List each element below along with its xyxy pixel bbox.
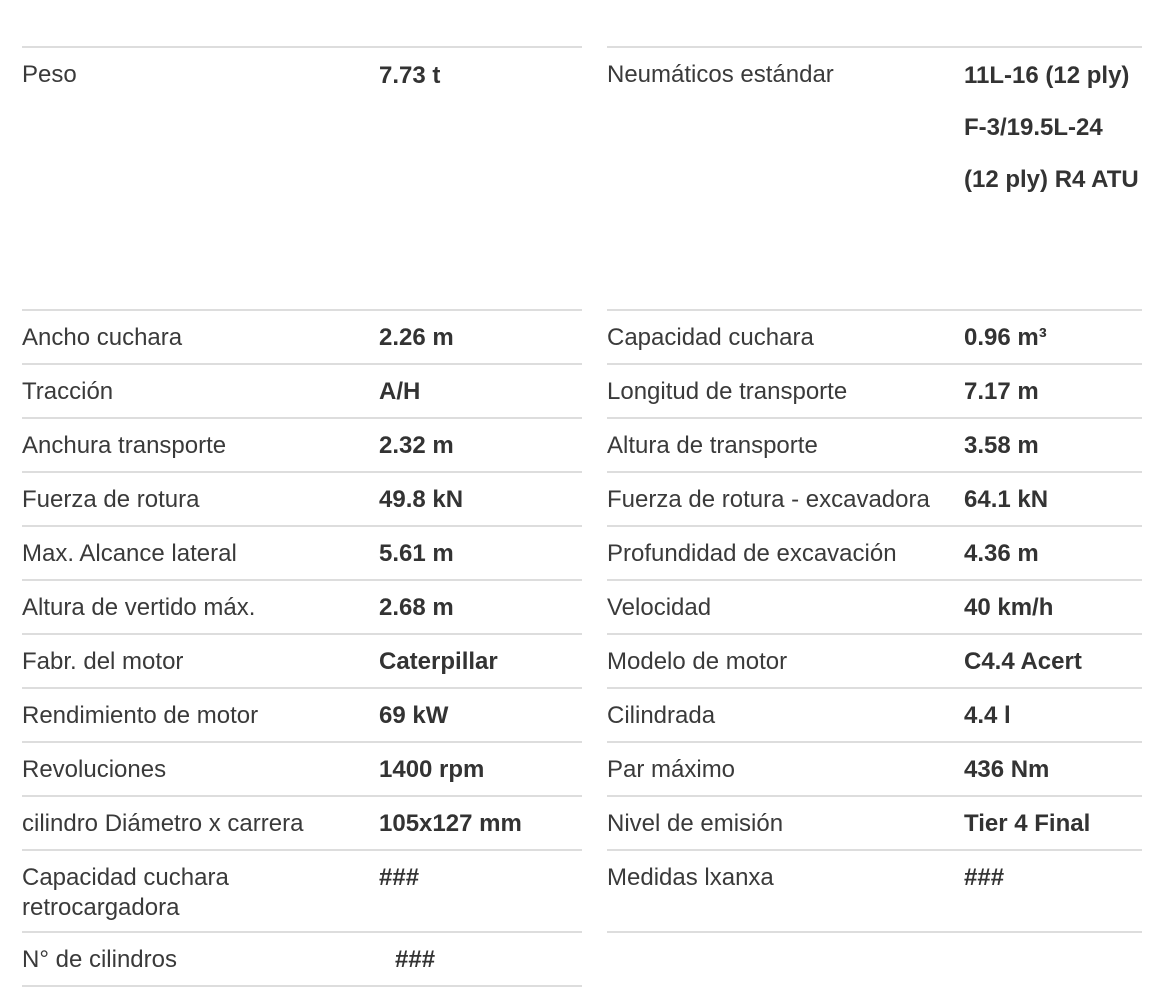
spec-value: 64.1 kN: [964, 486, 1049, 513]
spec-label: Longitud de transporte: [607, 378, 848, 405]
spec-value: 49.8 kN: [379, 486, 464, 513]
spec-label: Profundidad de excavación: [607, 540, 897, 567]
spec-row-ancho-cuchara: [22, 309, 582, 363]
spec-row-revoluciones: [22, 741, 582, 795]
spec-value: 40 km/h: [964, 594, 1054, 621]
spec-label: Ancho cuchara: [22, 324, 183, 351]
spec-row-modelo-motor: [607, 633, 1142, 687]
spec-label: Cilindrada: [607, 702, 716, 729]
spec-label: Max. Alcance lateral: [22, 540, 237, 567]
spec-value: ###: [964, 864, 1005, 891]
spec-row-fuerza-rotura-excavadora: [607, 471, 1142, 525]
spec-value: 105x127 mm: [379, 810, 522, 837]
spec-label: Neumáticos estándar: [607, 61, 834, 88]
spec-row-traccion: [22, 363, 582, 417]
spec-label: Fuerza de rotura: [22, 486, 200, 513]
spec-label: Capacidad cuchara: [607, 324, 814, 351]
spec-value: 4.36 m: [964, 540, 1039, 567]
spec-row-alcance-lateral: [22, 525, 582, 579]
spec-row-medidas: [607, 849, 1142, 931]
spec-label: Nivel de emisión: [607, 810, 784, 837]
spec-value: 3.58 m: [964, 432, 1039, 459]
spec-row-rendimiento-motor: [22, 687, 582, 741]
spec-value: 7.73 t: [379, 62, 441, 89]
spec-label: Tracción: [22, 378, 114, 405]
spec-label: Modelo de motor: [607, 648, 788, 675]
spec-row-peso: [22, 46, 582, 309]
spec-label: Capacidad cuchara retrocargadora: [22, 864, 229, 921]
spec-row-profundidad-excavacion: [607, 525, 1142, 579]
left-spec-table: [22, 46, 582, 987]
spec-value: 436 Nm: [964, 756, 1050, 783]
spec-label: Altura de vertido máx.: [22, 594, 256, 621]
spec-row-nivel-emision: [607, 795, 1142, 849]
spec-row-altura-vertido: [22, 579, 582, 633]
spec-row-fuerza-rotura: [22, 471, 582, 525]
spec-value: Tier 4 Final: [964, 810, 1091, 837]
spec-row-longitud-transporte: [607, 363, 1142, 417]
spec-value: C4.4 Acert: [964, 648, 1082, 675]
spec-value: 2.26 m: [379, 324, 454, 351]
spec-label: Par máximo: [607, 756, 736, 783]
spec-label: Fabr. del motor: [22, 648, 184, 675]
spec-label: Anchura transporte: [22, 432, 227, 459]
spec-label: Altura de transporte: [607, 432, 818, 459]
spec-row-par-maximo: [607, 741, 1142, 795]
table-bottom-divider: [607, 931, 1142, 933]
spec-value: A/H: [379, 378, 421, 405]
spec-value: 1400 rpm: [379, 756, 485, 783]
spec-row-neumaticos: [607, 46, 1142, 309]
right-spec-table: [607, 46, 1142, 933]
spec-label: Fuerza de rotura - excavadora: [607, 486, 930, 513]
spec-value: 5.61 m: [379, 540, 454, 567]
spec-row-fabr-motor: [22, 633, 582, 687]
spec-value: 69 kW: [379, 702, 449, 729]
spec-label: Revoluciones: [22, 756, 167, 783]
spec-row-altura-transporte: [607, 417, 1142, 471]
spec-value: 2.32 m: [379, 432, 454, 459]
spec-value: 4.4 l: [964, 702, 1011, 729]
spec-value: 2.68 m: [379, 594, 454, 621]
spec-value: 0.96 m³: [964, 324, 1047, 351]
spec-label: Peso: [22, 61, 77, 88]
spec-value: ###: [395, 946, 436, 973]
spec-label: cilindro Diámetro x carrera: [22, 810, 304, 837]
spec-label: Rendimiento de motor: [22, 702, 259, 729]
spec-label: N° de cilindros: [22, 946, 177, 973]
spec-row-diametro-carrera: [22, 795, 582, 849]
spec-row-cilindrada: [607, 687, 1142, 741]
spec-row-anchura-transporte: [22, 417, 582, 471]
spec-value: Caterpillar: [379, 648, 498, 675]
spec-label: Medidas lxanxa: [607, 864, 774, 891]
spec-value: 11L-16 (12 ply) F-3/19.5L-24 (12 ply) R4 ATU: [964, 62, 1139, 193]
spec-row-capacidad-retrocargadora: [22, 849, 582, 931]
spec-value: 7.17 m: [964, 378, 1039, 405]
spec-label: Velocidad: [607, 594, 712, 621]
spec-row-velocidad: [607, 579, 1142, 633]
spec-row-capacidad-cuchara: [607, 309, 1142, 363]
spec-value: ###: [379, 864, 420, 891]
spec-row-num-cilindros: [22, 931, 582, 985]
